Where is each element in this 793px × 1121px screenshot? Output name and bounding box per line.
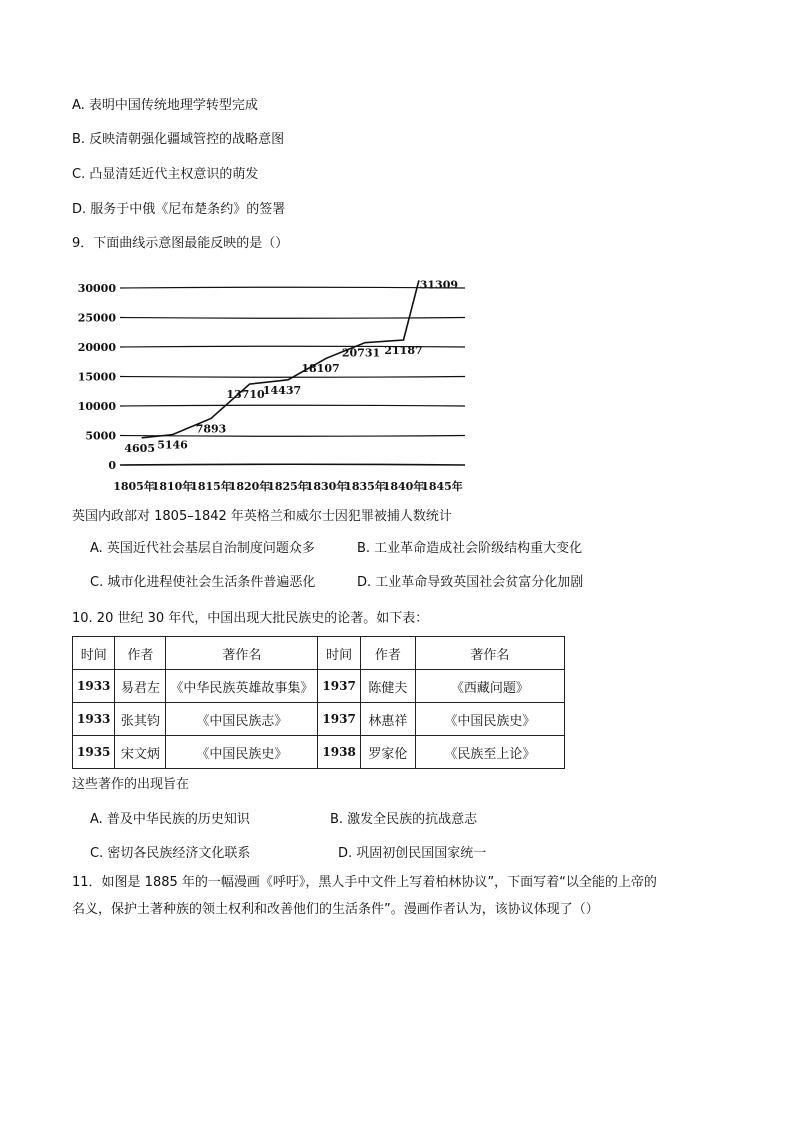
q11-stem-line1: 11．如图是 1885 年的一幅漫画《呼吁》，黑人手中文件上写着柏林协议”，下面写着“以全能的上帝的 [72, 875, 657, 890]
q10-option-b: B. 激发全民族的抗战意志 [330, 812, 478, 827]
data-label: 4605 [124, 441, 156, 455]
x-tick-label: 1840年 [382, 480, 425, 493]
data-label: 21187 [384, 343, 423, 357]
q9-option-c: C. 城市化进程使社会生活条件普遍恶化 [90, 575, 316, 590]
q9-option-b: B. 工业革命造成社会阶级结构重大变化 [357, 541, 583, 556]
x-tick-label: 1845年 [421, 480, 463, 493]
chart-x-tick-labels [113, 479, 463, 493]
x-tick-label: 1805年 [113, 480, 155, 493]
header-title: 著作名 [166, 637, 318, 670]
cell-author: 罗家伦 [360, 736, 415, 769]
x-tick-label: 1830年 [305, 480, 348, 493]
x-tick-label: 1810年 [151, 480, 194, 493]
cell-author: 张其钧 [115, 703, 166, 736]
q9-stem: 9．下面曲线示意图最能反映的是（） [72, 236, 289, 251]
cell-title: 《中华民族英雄故事集》 [166, 670, 318, 703]
cell-year: 1937 [318, 703, 360, 736]
y-tick-label: 25000 [77, 311, 116, 325]
cell-author: 陈健夫 [360, 670, 415, 703]
table-header-row [73, 637, 565, 670]
cell-title: 《中国民族志》 [166, 703, 318, 736]
data-label: 13710 [226, 388, 265, 402]
table-row [73, 703, 565, 736]
cell-author: 林惠祥 [360, 703, 415, 736]
q10-option-c: C. 密切各民族经济文化联系 [90, 846, 251, 861]
authors-table [72, 636, 565, 769]
cell-year: 1933 [73, 703, 115, 736]
data-label: 18107 [301, 362, 340, 376]
q8-option-c: C. 凸显清廷近代主权意识的萌发 [72, 167, 259, 182]
y-tick-label: 15000 [77, 370, 116, 384]
gridline [120, 436, 465, 437]
q10-followup: 这些著作的出现旨在 [72, 777, 190, 792]
data-label: 7893 [195, 422, 227, 436]
cell-title: 《西藏问题》 [415, 670, 564, 703]
y-tick-label: 5000 [85, 429, 116, 443]
x-tick-label: 1815年 [190, 480, 232, 493]
cell-year: 1933 [73, 670, 115, 703]
q8-option-d: D. 服务于中俄《尼布楚条约》的签署 [72, 202, 286, 217]
x-tick-label: 1820年 [228, 480, 271, 493]
q10-stem: 10. 20 世纪 30 年代，中国出现大批民族史的论著。如下表： [72, 611, 429, 626]
table-row [73, 670, 565, 703]
q9-option-d: D. 工业革命导致英国社会贫富分化加剧 [357, 575, 584, 590]
header-author: 作者 [115, 637, 166, 670]
q10-option-a: A. 普及中华民族的历史知识 [90, 812, 250, 827]
q9-chart-caption: 英国内政部对 1805–1842 年英格兰和威尔士因犯罪被捕人数统计 [72, 509, 452, 524]
cell-author: 易君左 [115, 670, 166, 703]
q8-option-b: B. 反映清朝强化疆域管控的战略意图 [72, 132, 285, 147]
gridline [120, 287, 465, 288]
q8-option-a: A. 表明中国传统地理学转型完成 [72, 98, 258, 113]
x-tick-label: 1825年 [267, 480, 309, 493]
table-row [73, 736, 565, 769]
cell-year: 1938 [318, 736, 360, 769]
data-label: 14437 [262, 383, 302, 397]
cell-year: 1935 [73, 736, 115, 769]
cell-author: 宋文炳 [115, 736, 166, 769]
data-label: 5146 [157, 438, 188, 452]
header-year: 时间 [73, 637, 115, 670]
data-label: 20731 [341, 346, 381, 360]
q9-option-a: A. 英国近代社会基层自治制度问题众多 [90, 541, 315, 556]
header-title-2: 著作名 [415, 637, 564, 670]
header-year-2: 时间 [318, 637, 360, 670]
y-tick-label: 0 [108, 459, 116, 472]
chart-data-labels [124, 278, 458, 455]
q11-stem-line2: 名义，保护土著种族的领土权利和改善他们的生活条件”。漫画作者认为，该协议体现了（） [72, 902, 599, 917]
chart-y-tick-labels [78, 282, 117, 472]
x-tick-label: 1835年 [344, 480, 386, 493]
header-author-2: 作者 [360, 637, 415, 670]
gridline [120, 405, 465, 406]
q10-option-d: D. 巩固初创民国国家统一 [338, 846, 487, 861]
cell-title: 《中国民族史》 [166, 736, 318, 769]
gridline [120, 318, 465, 319]
y-tick-label: 30000 [77, 282, 116, 295]
cell-title: 《民族至上论》 [415, 736, 564, 769]
gridline [120, 464, 465, 465]
arrests-line-chart [70, 262, 470, 494]
data-label: 31309 [419, 278, 459, 292]
y-tick-label: 10000 [77, 400, 116, 413]
cell-title: 《中国民族史》 [415, 703, 564, 736]
cell-year: 1937 [318, 670, 360, 703]
y-tick-label: 20000 [77, 341, 116, 354]
